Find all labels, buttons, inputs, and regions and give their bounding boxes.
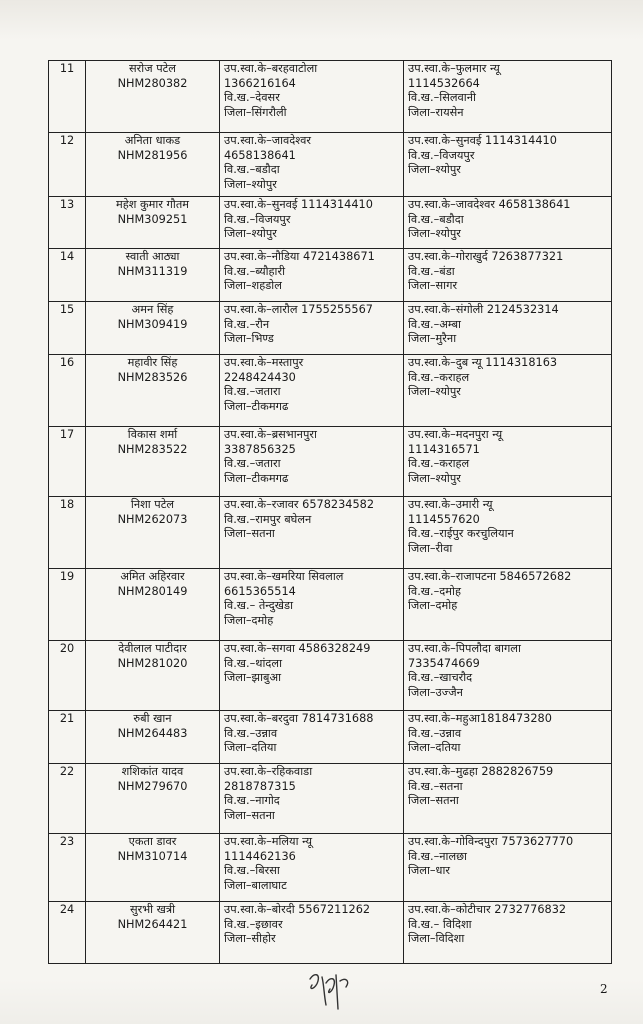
new-posting-line: वि.ख.–बडौदा — [408, 212, 464, 226]
current-posting-line: वि.ख.–नागोद — [224, 794, 280, 807]
new-posting-line: जिला–धार — [408, 864, 451, 877]
current-posting-line: उप.स्वा.के–रजावर 6578234582 — [224, 498, 375, 511]
table-row — [49, 355, 612, 427]
new-posting-line: उप.स्वा.के–महुआ1818473280 — [408, 712, 552, 725]
current-posting-cell — [220, 834, 404, 902]
current-posting-cell — [220, 197, 404, 249]
employee-cell — [86, 197, 220, 249]
employee-name: स्वाती आठ्या — [125, 250, 180, 263]
employee-code: NHM279670 — [117, 779, 188, 793]
current-posting-line: वि.ख.–देवसर — [224, 91, 280, 104]
employee-name: महेश कुमार गौतम — [115, 198, 190, 211]
current-posting-cell — [220, 249, 404, 302]
current-posting-line: उप.स्वा.के–लारौल 1755255567 — [224, 303, 373, 316]
new-posting-line: 1114316571 — [408, 442, 480, 456]
employee-cell — [86, 302, 220, 355]
new-posting-cell — [404, 427, 612, 497]
new-posting-cell — [404, 711, 612, 764]
employee-name: सरोज पटेल — [129, 62, 176, 75]
employee-code: NHM283526 — [117, 370, 188, 384]
employee-cell — [86, 61, 220, 133]
new-posting-line: उप.स्वा.के–गोराखुर्द 7263877321 — [408, 250, 564, 263]
new-posting-line: वि.ख.–खाचरौद — [408, 671, 473, 684]
employee-code: NHM262073 — [117, 512, 188, 526]
current-posting-line: जिला–टीकमगढ — [224, 399, 289, 413]
current-posting-line: उप.स्वा.के–ब्रसभानपुरा — [224, 428, 317, 441]
current-posting-line: वि.ख.–जतारा — [224, 385, 281, 398]
new-posting-line: जिला–श्योपुर — [408, 471, 461, 485]
current-posting-line: 1366216164 — [224, 76, 296, 90]
new-posting-line: जिला–श्योपुर — [408, 163, 461, 176]
current-posting-line: उप.स्वा.के–बरदुवा 7814731688 — [224, 712, 374, 725]
current-posting-line: जिला–श्योपुर — [224, 177, 277, 191]
new-posting-cell — [404, 197, 612, 249]
current-posting-line: वि.ख.–जतारा — [224, 457, 281, 470]
employee-code: NHM310714 — [117, 849, 188, 863]
new-posting-line: वि.ख.–सतना — [408, 779, 463, 793]
current-posting-line: उप.स्वा.के–रहिकवाडा — [224, 765, 313, 778]
new-posting-cell — [404, 355, 612, 427]
current-posting-line: उप.स्वा.के–बरहवाटोला — [224, 62, 318, 75]
new-posting-cell — [404, 61, 612, 133]
current-posting-line: वि.ख.–रामपुर बघेलन — [224, 512, 312, 526]
current-posting-line: जिला–झाबुआ — [224, 671, 282, 684]
new-posting-line: जिला–मुरैना — [408, 332, 457, 345]
employee-code: NHM280382 — [117, 76, 188, 90]
current-posting-line: वि.ख.–थांदला — [224, 656, 283, 670]
new-posting-line: वि.ख.–उन्नाव — [408, 726, 462, 740]
new-posting-line: 1114557620 — [408, 512, 480, 526]
employee-cell — [86, 711, 220, 764]
table-row — [49, 302, 612, 355]
current-posting-line: जिला–सिंगरौली — [224, 105, 287, 119]
new-posting-cell — [404, 902, 612, 964]
table-row — [49, 764, 612, 834]
current-posting-line: 1114462136 — [224, 849, 296, 863]
serial-number: 21 — [49, 711, 86, 764]
new-posting-line: उप.स्वा.के–गोविन्दपुरा 7573627770 — [408, 835, 574, 848]
current-posting-line: उप.स्वा.के–बोरदी 5567211262 — [224, 903, 371, 916]
new-posting-line: जिला–उज्जैन — [408, 685, 463, 699]
new-posting-line: वि.ख.–सिलवानी — [408, 91, 476, 104]
current-posting-cell — [220, 711, 404, 764]
new-posting-line: 1114532664 — [408, 76, 480, 90]
current-posting-line: उप.स्वा.के–मलिया न्यू — [224, 835, 313, 848]
new-posting-line: जिला–सतना — [408, 794, 459, 807]
serial-number: 24 — [49, 902, 86, 964]
current-posting-cell — [220, 427, 404, 497]
serial-number: 22 — [49, 764, 86, 834]
serial-number: 18 — [49, 497, 86, 569]
employee-cell — [86, 641, 220, 711]
current-posting-line: उप.स्वा.के–सुनवई 1114314410 — [224, 198, 373, 211]
new-posting-cell — [404, 764, 612, 834]
current-posting-cell — [220, 641, 404, 711]
table-row — [49, 133, 612, 197]
table-row — [49, 61, 612, 133]
new-posting-line: उप.स्वा.के–फुलमार न्यू — [408, 62, 500, 75]
employee-cell — [86, 497, 220, 569]
table-row — [49, 834, 612, 902]
current-posting-cell — [220, 764, 404, 834]
new-posting-cell — [404, 302, 612, 355]
current-posting-line: वि.ख.–बिरसा — [224, 864, 280, 877]
new-posting-line: वि.ख.–अम्बा — [408, 317, 461, 331]
current-posting-line: वि.ख.– तेन्दुखेडा — [224, 599, 294, 612]
new-posting-cell — [404, 249, 612, 302]
employee-code: NHM283522 — [117, 442, 188, 456]
table-row — [49, 249, 612, 302]
table-row — [49, 197, 612, 249]
table-row — [49, 427, 612, 497]
current-posting-line: जिला–टीकमगढ — [224, 471, 289, 485]
employee-cell — [86, 569, 220, 641]
new-posting-line: वि.ख.–विजयपुर — [408, 148, 475, 162]
new-posting-line: वि.ख.–कराहल — [408, 370, 470, 384]
new-posting-line: वि.ख.–दमोह — [408, 584, 461, 598]
serial-number: 23 — [49, 834, 86, 902]
new-posting-cell — [404, 497, 612, 569]
current-posting-line: वि.ख.–विजयपुर — [224, 212, 291, 226]
new-posting-line: वि.ख.– विदिशा — [408, 917, 472, 931]
new-posting-line: उप.स्वा.के–दुब न्यू 1114318163 — [408, 356, 558, 369]
serial-number: 17 — [49, 427, 86, 497]
current-posting-line: उप.स्वा.के–खमरिया सिवलाल — [224, 570, 344, 583]
employee-name: निशा पटेल — [130, 498, 175, 511]
current-posting-line: 2248424430 — [224, 370, 296, 384]
current-posting-line: वि.ख.–रौन — [224, 317, 270, 331]
current-posting-line: 6615365514 — [224, 584, 296, 598]
employee-cell — [86, 427, 220, 497]
new-posting-line: उप.स्वा.के–कोटीचार 2732776832 — [408, 903, 567, 916]
employee-code: NHM311319 — [117, 264, 188, 278]
employee-cell — [86, 249, 220, 302]
employee-code: NHM309419 — [117, 317, 188, 331]
new-posting-line: जिला–विदिशा — [408, 932, 465, 945]
table-row — [49, 641, 612, 711]
employee-code: NHM264483 — [117, 726, 188, 740]
new-posting-line: उप.स्वा.के–सुनवई 1114314410 — [408, 134, 557, 147]
new-posting-cell — [404, 569, 612, 641]
current-posting-line: उप.स्वा.के–सगवा 4586328249 — [224, 642, 371, 655]
new-posting-line: जिला–दमोह — [408, 599, 458, 612]
current-posting-cell — [220, 902, 404, 964]
new-posting-line: वि.ख.–बंडा — [408, 264, 455, 278]
current-posting-cell — [220, 302, 404, 355]
current-posting-line: जिला–भिण्ड — [224, 332, 274, 345]
table-row — [49, 711, 612, 764]
new-posting-line: जिला–दतिया — [408, 741, 461, 754]
current-posting-line: 4658138641 — [224, 148, 296, 162]
serial-number: 13 — [49, 197, 86, 249]
new-posting-line: जिला–श्योपुर — [408, 227, 461, 240]
current-posting-cell — [220, 569, 404, 641]
new-posting-line: 7335474669 — [408, 656, 480, 670]
current-posting-line: जिला–सीहोर — [224, 932, 276, 945]
new-posting-line: उप.स्वा.के–मदनपुरा न्यू — [408, 428, 503, 441]
current-posting-line: वि.ख.–बडौदा — [224, 163, 280, 176]
serial-number: 11 — [49, 61, 86, 133]
employee-name: रुबी खान — [133, 712, 172, 725]
serial-number: 15 — [49, 302, 86, 355]
new-posting-line: जिला–श्योपुर — [408, 385, 461, 398]
current-posting-line: जिला–बालाघाट — [224, 878, 287, 892]
new-posting-cell — [404, 834, 612, 902]
employee-code: NHM264421 — [117, 917, 188, 931]
employee-name: विकास शर्मा — [127, 428, 178, 441]
current-posting-cell — [220, 61, 404, 133]
current-posting-line: जिला–सतना — [224, 808, 275, 822]
employee-cell — [86, 133, 220, 197]
current-posting-line: जिला–श्योपुर — [224, 227, 277, 240]
employee-code: NHM281020 — [117, 656, 188, 670]
employee-name: अनिता धाकड — [124, 134, 181, 147]
new-posting-line: वि.ख.–कराहल — [408, 457, 470, 470]
current-posting-line: 3387856325 — [224, 442, 296, 456]
current-posting-line: वि.ख.–इछावर — [224, 917, 283, 931]
employee-cell — [86, 902, 220, 964]
transfer-table — [48, 60, 612, 964]
current-posting-line: जिला–शहडोल — [224, 279, 282, 292]
current-posting-line: वि.ख.–उन्नाव — [224, 726, 278, 740]
new-posting-line: जिला–रायसेन — [408, 105, 464, 119]
serial-number: 12 — [49, 133, 86, 197]
employee-name: एकता डावर — [128, 835, 177, 848]
new-posting-line: उप.स्वा.के–मुढहा 2882826759 — [408, 765, 554, 778]
new-posting-line: उप.स्वा.के–संगोली 2124532314 — [408, 303, 559, 316]
table-row — [49, 569, 612, 641]
serial-number: 16 — [49, 355, 86, 427]
current-posting-line: उप.स्वा.के–नौडिया 4721438671 — [224, 250, 375, 263]
employee-cell — [86, 834, 220, 902]
employee-cell — [86, 764, 220, 834]
employee-name: अमित अहिरवार — [120, 570, 185, 583]
new-posting-line: उप.स्वा.के–उमारी न्यू — [408, 498, 493, 511]
employee-name: अमन सिंह — [131, 303, 174, 316]
current-posting-line: जिला–दमोह — [224, 613, 274, 627]
new-posting-line: उप.स्वा.के–पिपलौदा बागला — [408, 642, 521, 655]
employee-code: NHM309251 — [117, 212, 188, 226]
employee-code: NHM281956 — [117, 148, 188, 162]
employee-code: NHM280149 — [117, 584, 188, 598]
employee-cell — [86, 355, 220, 427]
new-posting-line: जिला–सागर — [408, 279, 458, 292]
current-posting-line: उप.स्वा.के–मस्तापुर — [224, 356, 304, 369]
current-posting-cell — [220, 497, 404, 569]
current-posting-line: जिला–सतना — [224, 527, 275, 540]
serial-number: 20 — [49, 641, 86, 711]
new-posting-line: जिला–रीवा — [408, 541, 453, 555]
employee-name: देवीलाल पाटीदार — [118, 642, 187, 655]
page-number: 2 — [600, 982, 608, 996]
handwritten-signature — [300, 965, 360, 1017]
new-posting-cell — [404, 641, 612, 711]
current-posting-line: वि.ख.–ब्यौहारी — [224, 264, 286, 278]
employee-name: शशिकांत यादव — [121, 765, 184, 778]
serial-number: 19 — [49, 569, 86, 641]
new-posting-line: वि.ख.–नालछा — [408, 849, 467, 863]
table-row — [49, 902, 612, 964]
new-posting-line: उप.स्वा.के–जावदेश्वर 4658138641 — [408, 198, 571, 211]
new-posting-cell — [404, 133, 612, 197]
current-posting-line: जिला–दतिया — [224, 741, 277, 754]
current-posting-cell — [220, 133, 404, 197]
current-posting-line: उप.स्वा.के–जावदेश्वर — [224, 134, 312, 147]
serial-number: 14 — [49, 249, 86, 302]
table-row — [49, 497, 612, 569]
current-posting-cell — [220, 355, 404, 427]
new-posting-line: उप.स्वा.के–राजापटना 5846572682 — [408, 570, 572, 583]
current-posting-line: 2818787315 — [224, 779, 296, 793]
employee-name: महावीर सिंह — [127, 356, 178, 369]
new-posting-line: वि.ख.–राईपुर करचुलियान — [408, 527, 514, 540]
employee-name: सुरभी खत्री — [129, 903, 176, 916]
